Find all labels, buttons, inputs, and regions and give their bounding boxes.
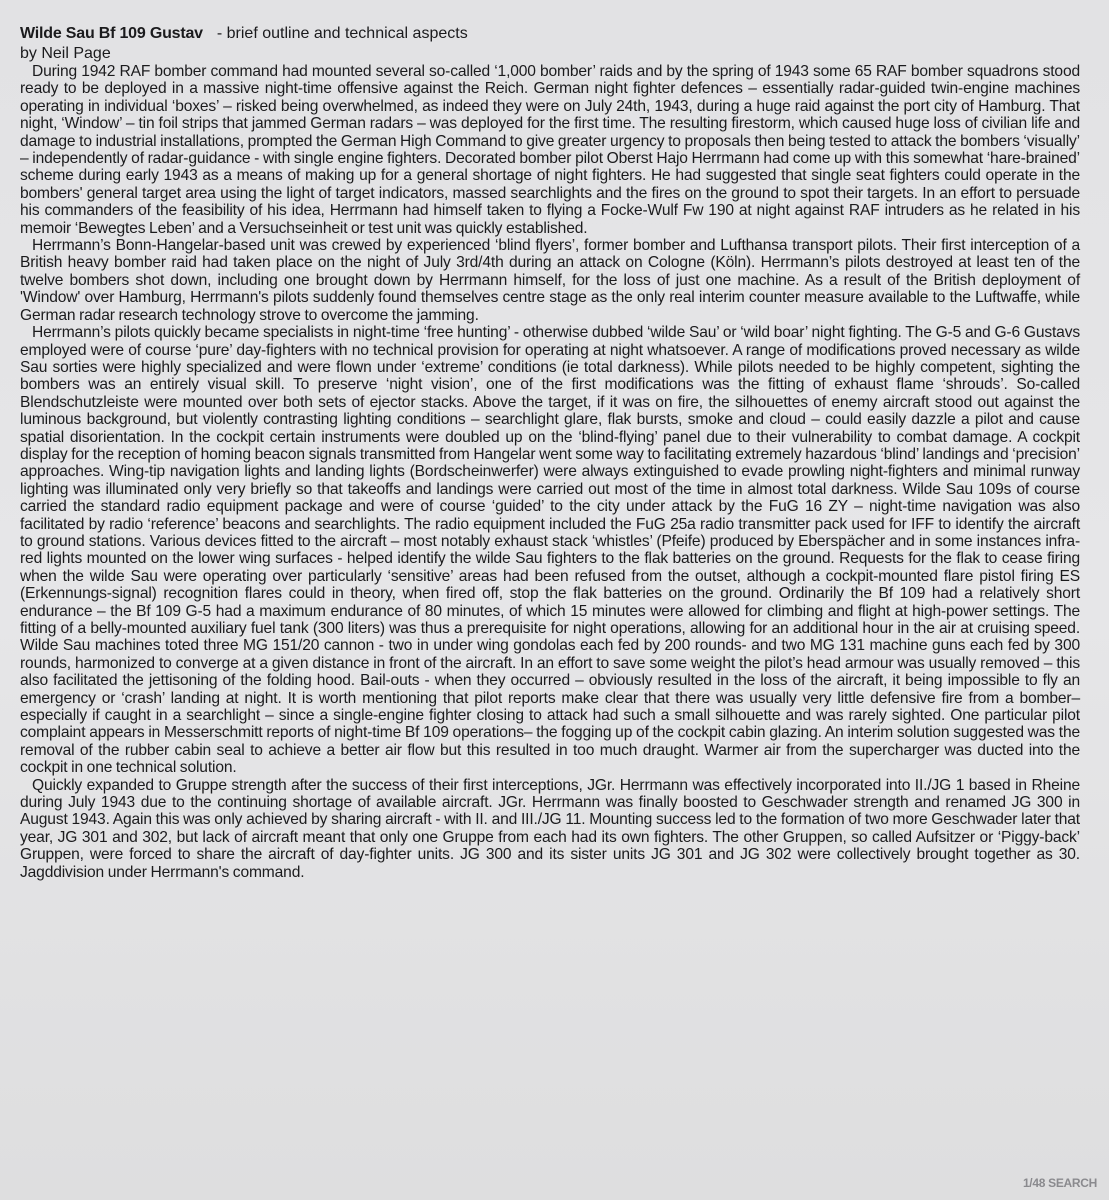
paragraph: Quickly expanded to Gruppe strength after the success of their first interceptions, JGr. Herrmann was effectively incorporated into II./JG 1 based in Rheine during July 1943 due to the continuing shortage of available aircraft. JGr. Herrmann was finally boosted to Geschwader strength and renamed JG 300 in August 1943. Again this was only achieved by sharing aircraft - with II. and III./JG 11. Mounting success led to the formation of two more Geschwader later that year, JG 301 and 302, but lack of aircraft meant that only one Gruppe from each had its own fighters. The other Gruppen, so called Aufsitzer or ‘Piggy-back’ Gruppen, were forced to share the aircraft of day-fighter units. JG 300 and its sister units JG 301 and JG 302 were collectively brought together as 30. Jagddivision under Herrmann's command. xyxy=(20,776,1080,881)
paragraph: Herrmann’s pilots quickly became specialists in night-time ‘free hunting’ - otherwise dubbed ‘wilde Sau’ or ‘wild boar’ night fighting. The G-5 and G-6 Gustavs employed were of course ‘pure’ day-fighters with no technical provision for operating at night whatsoever. A range of modifications proved necessary as wilde Sau sorties were highly specialized and were flown under ‘extreme’ conditions (ie total darkness). While pilots needed to be highly competent, sighting the bombers was an entirely visual skill. To preserve ‘night vision’, one of the first modifications was the fitting of exhaust flame ‘shrouds’. So-called Blendschutzleiste were mounted over both sets of ejector stacks. Above the target, if it was on fire, the silhouettes of enemy aircraft stood out against the luminous background, but violently contrasting lighting conditions – searchlight glare, flak bursts, smoke and cloud – could easily dazzle a pilot and cause spatial disorientation. In the cockpit certain instruments were doubled up on the ‘blind-flying’ panel due to their vulnerability to combat damage. A cockpit display for the reception of homing beacon signals transmitted from Hangelar went some way to facilitating extremely hazardous ‘blind’ landings and ‘precision’ approaches. Wing-tip navigation lights and landing lights (Bordscheinwerfer) were always extinguished to evade prowling night-fighters and minimal runway lighting was illuminated only very briefly so that takeoffs and landings were carried out most of the time in almost total darkness. Wilde Sau 109s of course carried the standard radio equipment package and were of course ‘guided’ to the city under attack by the FuG 16 ZY – night-time navigation was also facilitated by radio ‘reference’ beacons and searchlights. The radio equipment included the FuG 25a radio transmitter pack used for IFF to identify the aircraft to ground stations. Various devices fitted to the aircraft – most notably exhaust stack ‘whistles’ (Pfeife) produced by Eberspächer and in some instances infra-red lights mounted on the lower wing surfaces - helped identify the wilde Sau fighters to the flak batteries on the ground. Requests for the flak to cease firing when the wilde Sau were operating over particularly ‘sensitive’ areas had been refused from the outset, although a cockpit-mounted flare pistol firing ES (Erkennungs-signal) recognition flares could in theory, when fired off, stop the flak batteries on the ground. Ordinarily the Bf 109 had a relatively short endurance – the Bf 109 G-5 had a maximum endurance of 80 minutes, of which 15 minutes were allowed for climbing and flight at high-power settings. The fitting of a belly-mounted auxiliary fuel tank (300 liters) was thus a prerequisite for night operations, allowing for an additional hour in the air at cruising speed. Wilde Sau machines toted three MG 151/20 cannon - two in under wing gondolas each fed by 200 rounds- and two MG 131 machine guns each fed by 300 rounds, harmonized to converge at a given distance in front of the aircraft. In an effort to save some weight the pilot’s head armour was usually removed – this also facilitated the jettisoning of the folding hood. Bail-outs - when they occurred – obviously resulted in the loss of the aircraft, it being impossible to fly an emergency or ‘crash’ landing at night. It is worth mentioning that pilot reports make clear that there was usually very little defensive fire from a bomber– especially if caught in a searchlight – since a single-engine fighter closing to attack had such a small silhouette and was rarely sighted. One particular pilot complaint appears in Messerschmitt reports of night-time Bf 109 operations– the fogging up of the cockpit cabin glazing. An interim solution suggested was the removal of the rubber cabin seal to achieve a better air flow but this resulted in too much draught. Warmer air from the supercharger was ducted into the cockpit in one technical solution. xyxy=(20,324,1080,777)
article-subtitle: - brief outline and technical aspects xyxy=(216,25,468,42)
paragraph: Herrmann’s Bonn-Hangelar-based unit was crewed by experienced ‘blind flyers’, former bomber and Lufthansa transport pilots. Their first interception of a British heavy bomber raid had taken place on the night of July 3rd/4th during an attack on Cologne (Köln). Herrmann’s pilots destroyed at least ten of the twelve bombers shot down, including one brought down by Herrmann himself, for the loss of just one machine. As a result of the British deployment of 'Window' over Hamburg, Herrmann's pilots suddenly found themselves centre stage as the only real interim counter measure available to the Luftwaffe, while German radar research technology strove to overcome the jamming. xyxy=(20,237,1080,324)
paragraph: During 1942 RAF bomber command had mounted several so-called ‘1,000 bomber’ raids and by the spring of 1943 some 65 RAF bomber squadrons stood ready to be deployed in a massive night-time offensive against the Reich. German night fighter defences – essentially radar-guided twin-engine machines operating in individual ‘boxes’ – risked being overwhelmed, as indeed they were on July 24th, 1943, during a huge raid against the port city of Hamburg. That night, ‘Window’ – tin foil strips that jammed German radars – was deployed for the first time. The resulting firestorm, which caused huge loss of civilian life and damage to industrial installations, prompted the German High Command to give greater urgency to proposals then being tested to attack the bombers ‘visually’ – independently of radar-guidance - with single engine fighters. Decorated bomber pilot Oberst Hajo Herrmann had come up with this somewhat ‘hare-brained’ scheme during early 1943 as a means of making up for a general shortage of night fighters. He had suggested that single seat fighters could operate in the bombers' general target area using the light of target indicators, massed searchlights and the fires on the ground to spot their targets. In an effort to persuade his commanders of the feasibility of his idea, Herrmann had himself taken to flying a Focke-Wulf Fw 190 at night against RAF intruders as he related in his memoir ‘Bewegtes Leben’ and a Versuchseinheit or test unit was quickly established. xyxy=(20,63,1080,237)
watermark: 1/48 SEARCH xyxy=(1022,1176,1097,1190)
article-title: Wilde Sau Bf 109 Gustav xyxy=(20,25,203,42)
article-heading xyxy=(20,25,1080,43)
article-byline: by Neil Page xyxy=(20,45,111,62)
article xyxy=(20,25,1080,881)
